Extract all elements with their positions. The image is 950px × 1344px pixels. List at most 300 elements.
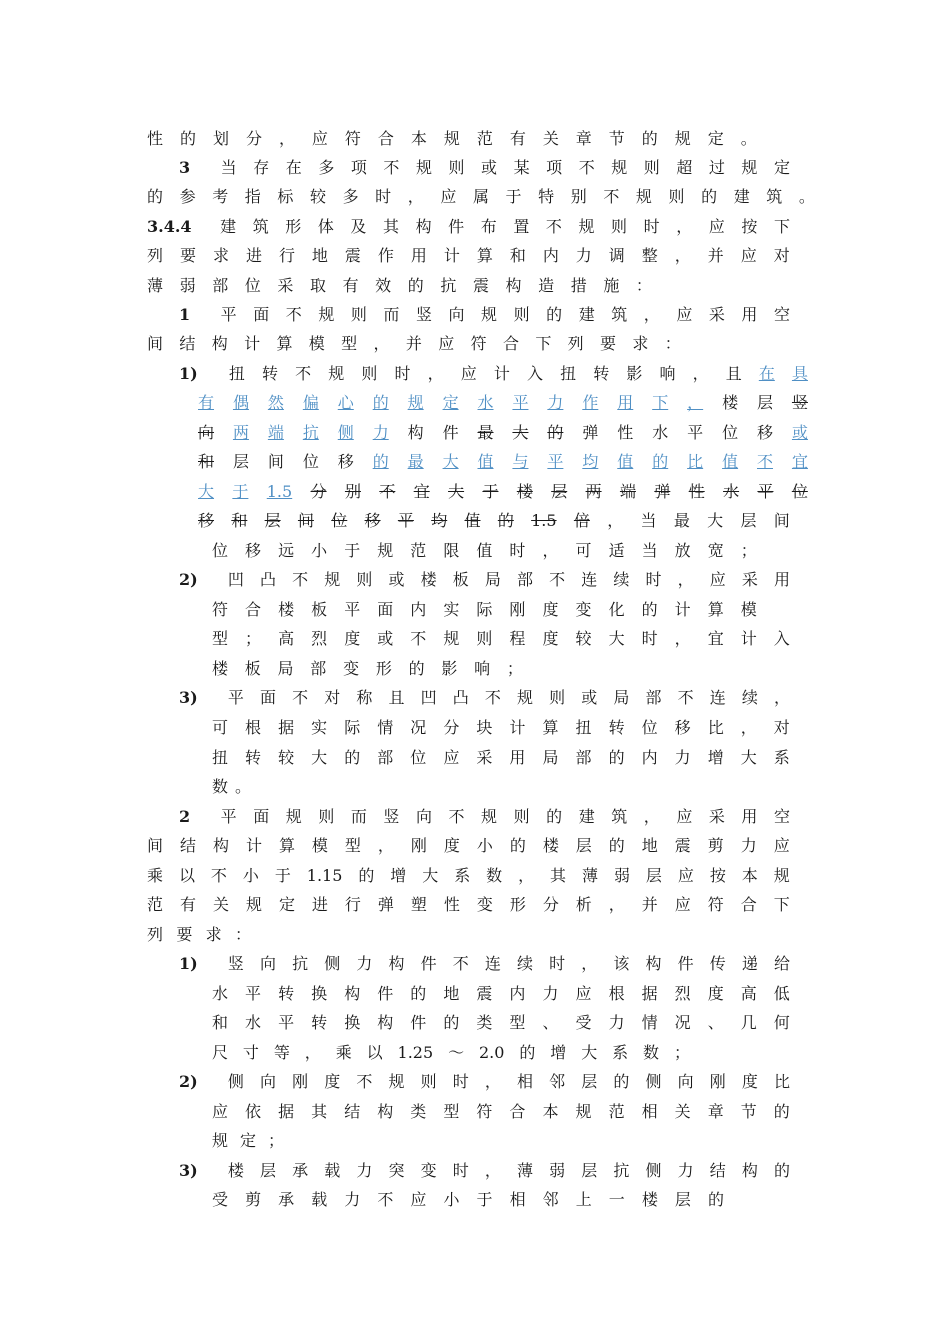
text-glyph: 给: [773, 954, 790, 973]
text-glyph: 规: [611, 158, 628, 177]
text-glyph: 扭: [228, 364, 245, 383]
text-glyph: 心: [337, 393, 354, 412]
text-glyph: 端: [619, 482, 636, 501]
text-glyph: 偶: [232, 393, 249, 412]
text-glyph: 采: [708, 305, 725, 324]
text-glyph: 载: [311, 1190, 328, 1209]
text-glyph: 层: [581, 1161, 598, 1180]
text-glyph: ；: [740, 541, 757, 560]
text-glyph: 范: [608, 1102, 625, 1121]
text-glyph: 增: [550, 1043, 567, 1062]
text-line: [147, 890, 790, 920]
text-glyph: 分: [310, 482, 327, 501]
text-glyph: 应: [676, 305, 693, 324]
clause-number: 3): [179, 688, 198, 707]
text-glyph: 系: [454, 866, 471, 885]
text-glyph: 移: [245, 541, 262, 560]
text-glyph: 时: [643, 217, 660, 236]
text-glyph: 凸: [452, 688, 469, 707]
text-glyph: 则: [513, 807, 530, 826]
text-glyph: 应: [740, 246, 757, 265]
text-glyph: 作: [377, 246, 394, 265]
text-glyph: 的: [652, 452, 669, 471]
text-glyph: 结: [709, 1161, 726, 1180]
text-glyph: 构: [377, 1102, 394, 1121]
text-glyph: 入: [526, 364, 543, 383]
text-glyph: 则: [643, 158, 660, 177]
text-glyph: 力: [677, 1161, 694, 1180]
text-glyph: 用: [773, 570, 790, 589]
text-glyph: 应: [708, 217, 725, 236]
text-line: [179, 300, 790, 330]
text-glyph: 据: [278, 718, 295, 737]
text-line: [212, 1097, 790, 1127]
text-glyph: 对: [324, 688, 341, 707]
text-glyph: 建: [733, 187, 750, 206]
text-glyph: 限: [443, 541, 460, 560]
text-glyph: 该: [613, 954, 630, 973]
text-glyph: 时: [641, 629, 658, 648]
text-glyph: 地: [443, 984, 460, 1003]
text-glyph: 构: [344, 984, 361, 1003]
text-glyph: 板: [244, 659, 261, 678]
text-glyph: 部: [645, 688, 662, 707]
text-glyph: 且: [725, 364, 742, 383]
text-glyph: 层: [575, 836, 592, 855]
text-glyph: 地: [311, 246, 328, 265]
text-glyph: 应: [460, 364, 477, 383]
text-glyph: 合: [377, 129, 394, 148]
text-glyph: 楼: [420, 570, 437, 589]
text-glyph: 别: [344, 482, 361, 501]
text-glyph: 转: [261, 364, 278, 383]
text-glyph: 部: [575, 748, 592, 767]
text-glyph: 规: [318, 305, 335, 324]
text-glyph: 转: [608, 718, 625, 737]
text-glyph: 与: [512, 452, 529, 471]
text-glyph: 用: [617, 393, 634, 412]
text-glyph: 应: [773, 836, 790, 855]
text-glyph: 力: [372, 423, 389, 442]
text-glyph: 形: [285, 217, 302, 236]
text-glyph: 弹: [582, 423, 599, 442]
text-glyph: 的: [707, 1190, 724, 1209]
text-glyph: 下: [535, 334, 552, 353]
text-glyph: 具: [791, 364, 808, 383]
text-glyph: 规: [773, 866, 790, 885]
text-glyph: 不: [356, 1072, 373, 1091]
text-glyph: 值: [722, 452, 739, 471]
text-glyph: 的: [547, 423, 564, 442]
text-glyph: 侧: [227, 1072, 244, 1091]
text-glyph: 则: [549, 688, 566, 707]
text-glyph: 乘: [335, 1043, 352, 1062]
text-glyph: 列: [147, 925, 164, 944]
text-glyph: 局: [542, 748, 559, 767]
text-glyph: 部: [212, 276, 229, 295]
text-glyph: 下: [652, 393, 669, 412]
text-glyph: 规: [212, 1131, 229, 1150]
text-glyph: 不: [292, 688, 309, 707]
text-glyph: 结: [179, 836, 196, 855]
text-glyph: 刚: [292, 1072, 309, 1091]
text-glyph: 或: [481, 158, 498, 177]
text-glyph: 大: [608, 629, 625, 648]
text-glyph: 以: [366, 1043, 383, 1062]
text-glyph: ，: [484, 1161, 501, 1180]
text-glyph: ，: [518, 866, 535, 885]
text-glyph: 应: [212, 1102, 229, 1121]
text-glyph: 参: [179, 187, 196, 206]
text-glyph: 楼: [212, 659, 229, 678]
text-line: [179, 683, 790, 713]
text-glyph: 位: [302, 452, 319, 471]
text-glyph: 不: [549, 570, 566, 589]
text-glyph: 受: [575, 1013, 592, 1032]
text-glyph: 面: [253, 807, 270, 826]
text-glyph: 算: [707, 600, 724, 619]
text-line: [212, 654, 523, 684]
text-glyph: 度: [344, 629, 361, 648]
clause-number: 1): [179, 954, 198, 973]
text-glyph: 度: [542, 629, 559, 648]
clause-number: 2): [179, 1072, 198, 1091]
text-glyph: 楼: [722, 393, 739, 412]
text-glyph: 分: [443, 718, 460, 737]
text-glyph: 的: [344, 748, 361, 767]
text-glyph: 部: [516, 570, 533, 589]
text-glyph: 高: [740, 984, 757, 1003]
text-glyph: 求: [632, 334, 649, 353]
text-glyph: 层: [232, 452, 249, 471]
text-glyph: 大: [707, 511, 724, 530]
text-glyph: 较: [575, 629, 592, 648]
clause-number: 3): [179, 1161, 198, 1180]
text-glyph: 数: [212, 777, 229, 796]
text-glyph: 凹: [420, 688, 437, 707]
text-glyph: 过: [708, 158, 725, 177]
text-line: [179, 1067, 790, 1097]
text-glyph: 件: [677, 954, 694, 973]
text-glyph: 小: [242, 866, 259, 885]
text-glyph: 建: [220, 217, 237, 236]
text-glyph: 突: [388, 1161, 405, 1180]
text-glyph: 变: [575, 600, 592, 619]
text-glyph: 大: [442, 452, 459, 471]
text-glyph: 不: [578, 158, 595, 177]
text-glyph: 比: [773, 1072, 790, 1091]
text-glyph: ，: [643, 305, 660, 324]
text-glyph: 递: [741, 954, 758, 973]
text-glyph: 水: [652, 423, 669, 442]
text-glyph: 受: [212, 1190, 229, 1209]
text-glyph: 上: [575, 1190, 592, 1209]
text-glyph: 震: [472, 276, 489, 295]
text-glyph: 续: [516, 954, 533, 973]
text-glyph: 均: [431, 511, 448, 530]
text-glyph: 薄: [582, 866, 599, 885]
clause-number: 1: [179, 305, 191, 324]
text-glyph: 规: [575, 1102, 592, 1121]
text-glyph: ，: [687, 393, 704, 412]
text-glyph: 局: [613, 688, 630, 707]
text-glyph: 规: [377, 541, 394, 560]
text-glyph: 用: [410, 246, 427, 265]
text-glyph: 规: [741, 158, 758, 177]
text-glyph: 范: [410, 541, 427, 560]
text-glyph: 大: [448, 482, 465, 501]
text-glyph: 则: [668, 187, 685, 206]
text-glyph: 宜: [413, 482, 430, 501]
text-glyph: 规: [481, 305, 498, 324]
text-glyph: 规: [516, 688, 533, 707]
text-glyph: 依: [245, 1102, 262, 1121]
text-glyph: 要: [176, 925, 193, 944]
text-glyph: 用: [509, 748, 526, 767]
text-glyph: 度: [324, 1072, 341, 1091]
text-line: [179, 802, 790, 832]
text-glyph: 力: [674, 748, 691, 767]
text-glyph: 规: [635, 187, 652, 206]
text-glyph: 地: [641, 836, 658, 855]
text-glyph: 弱: [549, 1161, 566, 1180]
text-glyph: 于: [505, 187, 522, 206]
text-glyph: 几: [740, 1013, 757, 1032]
text-glyph: 规: [674, 129, 691, 148]
text-glyph: 下: [773, 895, 790, 914]
text-line: [212, 1008, 790, 1038]
text-glyph: 扭: [575, 718, 592, 737]
text-glyph: 相: [509, 1190, 526, 1209]
text-glyph: 的: [773, 1102, 790, 1121]
text-glyph: 并: [641, 895, 658, 914]
text-glyph: 实: [311, 718, 328, 737]
text-glyph: 规: [407, 393, 424, 412]
text-glyph: 的: [408, 659, 425, 678]
text-glyph: 远: [278, 541, 295, 560]
text-glyph: ，: [677, 570, 694, 589]
text-glyph: 载: [324, 1161, 341, 1180]
text-glyph: ，: [278, 129, 295, 148]
text-glyph: 一: [608, 1190, 625, 1209]
text-glyph: 水: [477, 393, 494, 412]
text-glyph: ；: [673, 1043, 690, 1062]
clause-number: 1): [179, 364, 198, 383]
text-glyph: 时: [452, 1161, 469, 1180]
text-glyph: 抗: [613, 1161, 630, 1180]
text-glyph: 型: [341, 334, 358, 353]
text-glyph: 不: [292, 570, 309, 589]
text-glyph: 不: [379, 482, 396, 501]
text-glyph: 间: [773, 511, 790, 530]
text-glyph: 性: [443, 895, 460, 914]
text-glyph: 移: [198, 511, 215, 530]
text-glyph: 构: [212, 836, 229, 855]
text-glyph: 楼: [542, 836, 559, 855]
text-glyph: 不: [545, 217, 562, 236]
text-glyph: 不: [285, 305, 302, 324]
text-glyph: 入: [773, 629, 790, 648]
text-glyph: 侧: [645, 1072, 662, 1091]
text-glyph: 和: [212, 1013, 229, 1032]
text-glyph: 不: [410, 629, 427, 648]
text-glyph: 层: [581, 1072, 598, 1091]
text-glyph: 位: [791, 482, 808, 501]
clause-number: 3.4.4: [147, 217, 192, 236]
text-glyph: ；: [245, 629, 262, 648]
text-glyph: 薄: [516, 1161, 533, 1180]
text-glyph: 时: [645, 570, 662, 589]
text-glyph: 多: [318, 158, 335, 177]
text-glyph: 的: [641, 600, 658, 619]
text-glyph: 应: [676, 807, 693, 826]
text-line: [198, 388, 808, 418]
text-glyph: 应: [311, 129, 328, 148]
text-line: [179, 565, 790, 595]
text-glyph: 平: [227, 688, 244, 707]
text-glyph: 内: [542, 246, 559, 265]
text-glyph: 竖: [227, 954, 244, 973]
text-glyph: 等: [273, 1043, 290, 1062]
text-glyph: 属: [472, 187, 489, 206]
text-glyph: 力: [547, 393, 564, 412]
text-glyph: 按: [709, 866, 726, 885]
text-glyph: 分: [542, 895, 559, 914]
text-glyph: 不: [452, 954, 469, 973]
text-glyph: 1.25: [397, 1043, 434, 1062]
text-glyph: 。: [740, 129, 757, 148]
text-glyph: 在: [758, 364, 775, 383]
text-glyph: 建: [578, 807, 595, 826]
text-glyph: 乘: [147, 866, 164, 885]
text-glyph: 别: [570, 187, 587, 206]
text-line: [147, 182, 815, 212]
text-glyph: 当: [220, 158, 237, 177]
text-line: [198, 506, 790, 536]
text-glyph: ，: [542, 541, 559, 560]
text-glyph: 最: [477, 423, 494, 442]
text-glyph: 侧: [645, 1161, 662, 1180]
text-glyph: ：: [635, 276, 652, 295]
text-glyph: 列: [147, 246, 164, 265]
text-glyph: 有: [179, 895, 196, 914]
text-glyph: 烈: [674, 984, 691, 1003]
text-glyph: 于: [274, 866, 291, 885]
text-glyph: 算: [278, 836, 295, 855]
text-glyph: 位: [722, 423, 739, 442]
text-line: [198, 477, 808, 507]
text-glyph: 楼: [227, 1161, 244, 1180]
text-glyph: 要: [600, 334, 617, 353]
text-glyph: 形: [375, 659, 392, 678]
text-glyph: 换: [311, 984, 328, 1003]
text-glyph: 塑: [410, 895, 427, 914]
text-glyph: 平: [397, 511, 414, 530]
text-glyph: 不: [295, 364, 312, 383]
text-glyph: ，: [304, 1043, 321, 1062]
text-glyph: 的: [608, 748, 625, 767]
text-glyph: 形: [509, 895, 526, 914]
text-glyph: 筑: [766, 187, 783, 206]
text-glyph: 震: [476, 984, 493, 1003]
text-glyph: ，: [377, 836, 394, 855]
text-glyph: 位: [331, 511, 348, 530]
text-line: [179, 359, 808, 389]
text-line: [147, 241, 790, 271]
text-glyph: 平: [220, 305, 237, 324]
text-glyph: 类: [476, 1013, 493, 1032]
text-glyph: 部: [310, 659, 327, 678]
text-line: [212, 624, 790, 654]
text-glyph: 传: [709, 954, 726, 973]
text-glyph: 响: [659, 364, 676, 383]
text-glyph: 关: [212, 895, 229, 914]
text-glyph: 构: [505, 276, 522, 295]
text-glyph: 移: [364, 511, 381, 530]
text-glyph: 凸: [259, 570, 276, 589]
text-line: [147, 212, 790, 242]
text-glyph: 求: [212, 246, 229, 265]
text-glyph: 用: [741, 305, 758, 324]
text-glyph: 进: [311, 895, 328, 914]
text-glyph: 要: [179, 246, 196, 265]
text-line: [179, 1156, 790, 1186]
text-glyph: 转: [278, 984, 295, 1003]
text-glyph: 弹: [654, 482, 671, 501]
text-glyph: 项: [350, 158, 367, 177]
text-glyph: 两: [585, 482, 602, 501]
text-glyph: 应: [674, 895, 691, 914]
text-glyph: 竖: [383, 807, 400, 826]
text-glyph: 系: [773, 748, 790, 767]
text-glyph: 符: [212, 600, 229, 619]
text-glyph: 宽: [707, 541, 724, 560]
text-glyph: 布: [480, 217, 497, 236]
text-line: [212, 595, 757, 625]
text-line: [179, 153, 790, 183]
text-glyph: 型: [443, 1102, 460, 1121]
text-glyph: 高: [278, 629, 295, 648]
text-glyph: 平: [547, 452, 564, 471]
text-glyph: 小: [476, 836, 493, 855]
text-glyph: 大: [740, 748, 757, 767]
text-glyph: 构: [741, 1161, 758, 1180]
text-glyph: 则: [448, 158, 465, 177]
text-glyph: 的: [546, 807, 563, 826]
text-glyph: 平: [757, 482, 774, 501]
text-glyph: 构: [415, 217, 432, 236]
text-glyph: 应: [440, 187, 457, 206]
text-glyph: 最: [407, 452, 424, 471]
text-glyph: 根: [608, 984, 625, 1003]
text-glyph: 值: [476, 541, 493, 560]
text-glyph: 按: [741, 217, 758, 236]
text-line: [212, 743, 790, 773]
text-line: [147, 920, 251, 950]
text-glyph: 而: [383, 305, 400, 324]
text-glyph: 板: [452, 570, 469, 589]
text-glyph: 增: [390, 866, 407, 885]
text-glyph: 对: [773, 246, 790, 265]
text-glyph: 内: [509, 984, 526, 1003]
text-glyph: ，: [674, 246, 691, 265]
text-glyph: 范: [476, 129, 493, 148]
text-glyph: 其: [383, 217, 400, 236]
text-glyph: 度: [542, 600, 559, 619]
text-glyph: 规: [415, 158, 432, 177]
text-glyph: 平: [512, 393, 529, 412]
text-glyph: 承: [278, 1190, 295, 1209]
